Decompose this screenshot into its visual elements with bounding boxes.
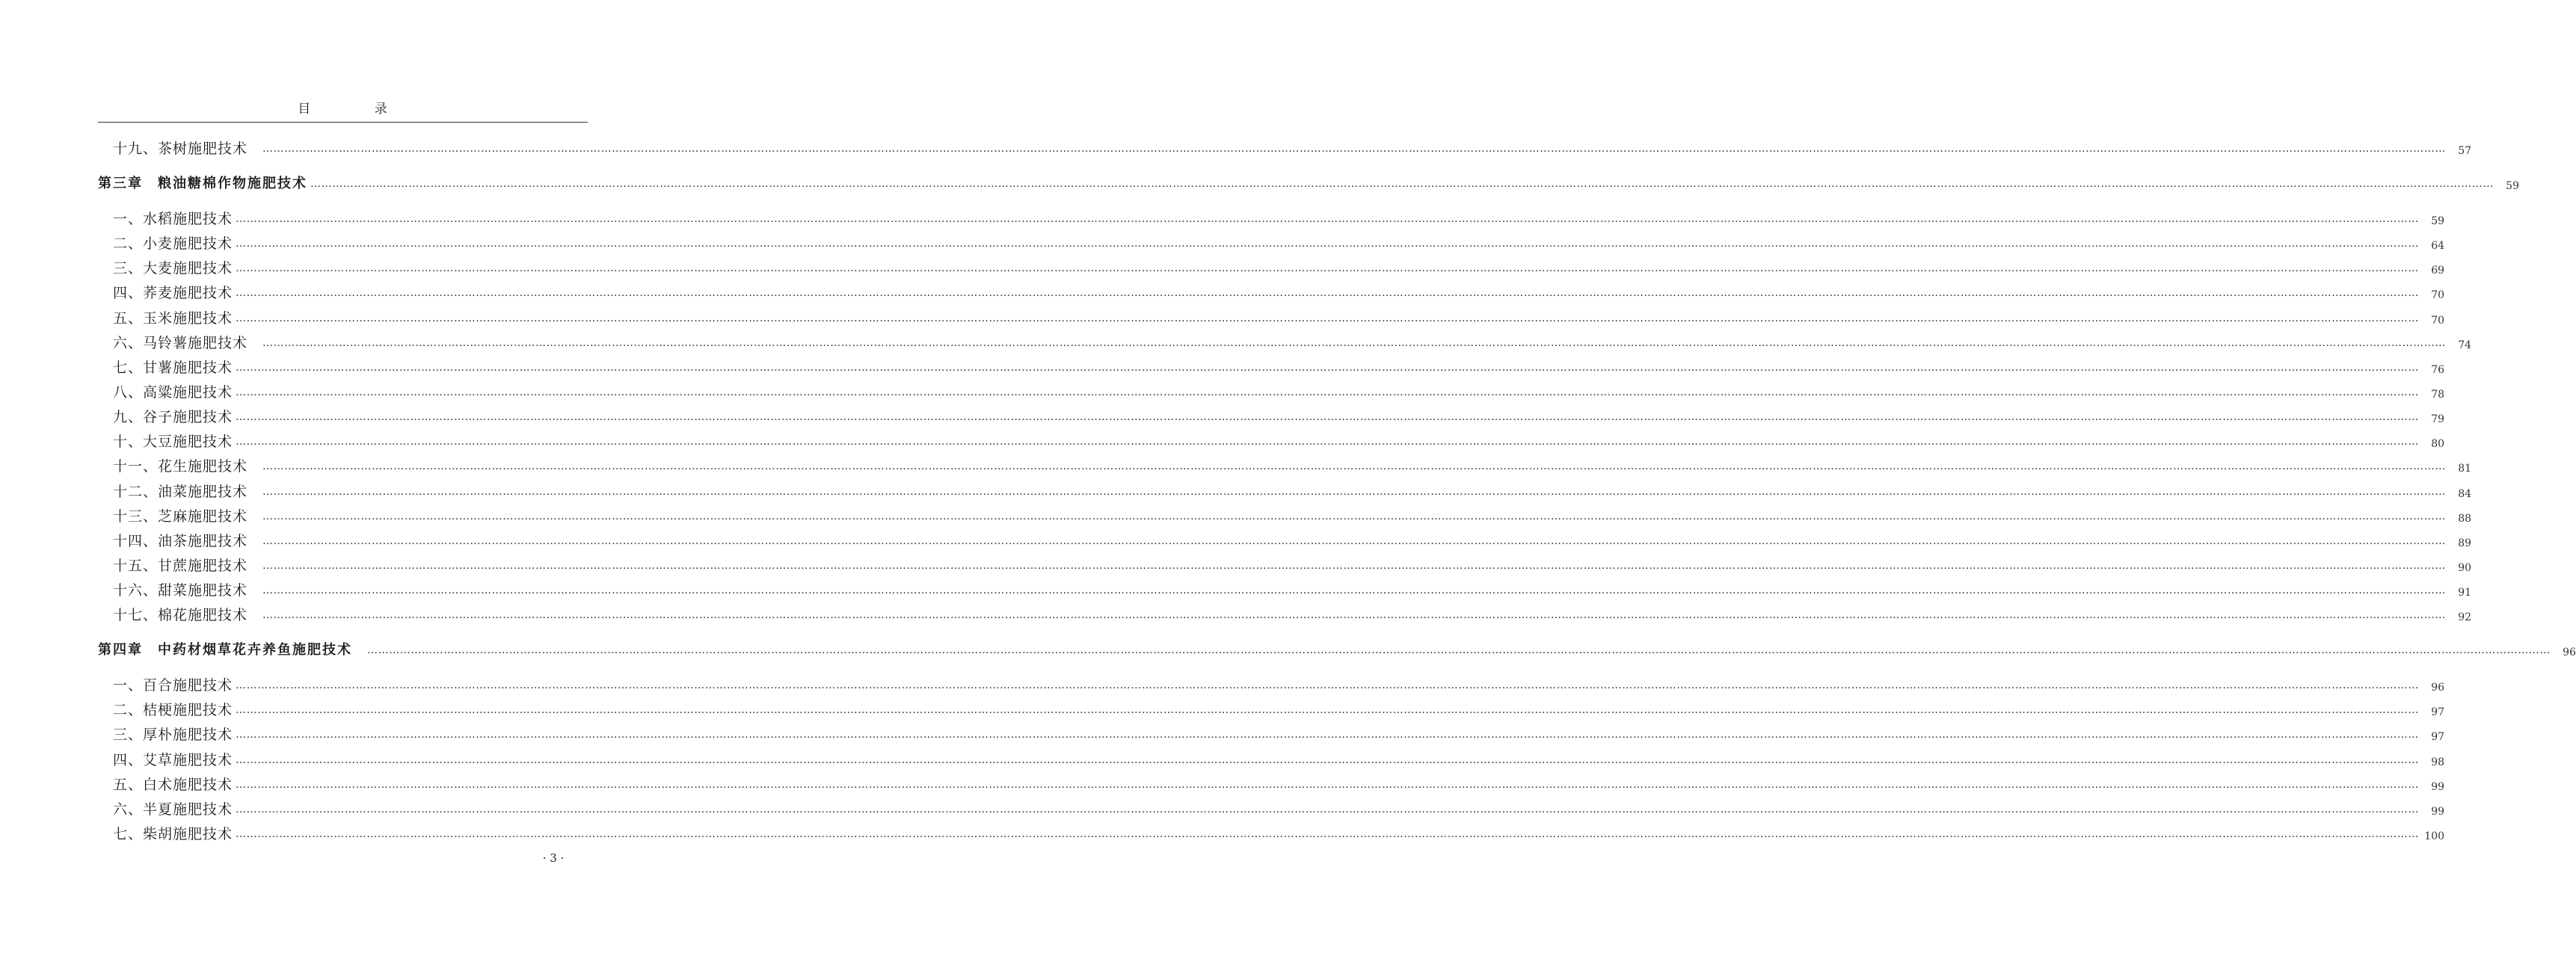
toc-entry[interactable]	[98, 775, 2445, 795]
dot-leader: ……………………………………………………………………………………………………………………………………………………………………………………………………………………………………………………………………………………………………………………………………………………………………………………………………………………………………………………………………………………………………………………………………………………	[262, 460, 2447, 472]
dot-leader: ……………………………………………………………………………………………………………………………………………………………………………………………………………………………………………………………………………………………………………………………………………………………………………………………………………………………………………………………………………………………………………………………………………………	[236, 287, 2420, 299]
entry-page-number: 84	[2458, 488, 2472, 500]
entry-page-number: 88	[2458, 513, 2472, 525]
dot-leader: ……………………………………………………………………………………………………………………………………………………………………………………………………………………………………………………………………………………………………………………………………………………………………………………………………………………………………………………………………………………………………………………………………………………	[236, 238, 2420, 250]
entry-title: 六、半夏施肥技术	[113, 801, 233, 818]
toc-entry[interactable]	[98, 407, 2445, 427]
dot-leader: ……………………………………………………………………………………………………………………………………………………………………………………………………………………………………………………………………………………………………………………………………………………………………………………………………………………………………………………………………………………………………………………………………………………	[236, 386, 2420, 398]
toc-entry[interactable]	[98, 750, 2445, 770]
entry-page-number: 100	[2424, 830, 2445, 842]
entry-page-number: 89	[2458, 537, 2472, 549]
entry-page-number: 91	[2458, 587, 2472, 599]
entry-page-number: 69	[2431, 265, 2445, 277]
dot-leader: ……………………………………………………………………………………………………………………………………………………………………………………………………………………………………………………………………………………………………………………………………………………………………………………………………………………………………………………………………………………………………………………………………………………	[262, 511, 2447, 522]
dot-leader: ……………………………………………………………………………………………………………………………………………………………………………………………………………………………………………………………………………………………………………………………………………………………………………………………………………………………………………………………………………………………………………………………………………………	[262, 535, 2447, 547]
toc-entry[interactable]	[98, 824, 2445, 844]
entry-page-number: 76	[2431, 364, 2445, 376]
dot-leader: ……………………………………………………………………………………………………………………………………………………………………………………………………………………………………………………………………………………………………………………………………………………………………………………………………………………………………………………………………………………………………………………………………………………	[236, 679, 2420, 691]
toc-entry[interactable]	[98, 234, 2445, 253]
entry-title: 二、小麦施肥技术	[113, 235, 233, 252]
entry-title: 五、白术施肥技术	[113, 777, 233, 793]
toc-entry[interactable]	[98, 383, 2445, 402]
entry-page-number: 99	[2431, 806, 2445, 818]
entry-title: 一、水稻施肥技术	[113, 211, 233, 227]
toc-entry[interactable]	[98, 531, 2472, 551]
dot-leader: ……………………………………………………………………………………………………………………………………………………………………………………………………………………………………………………………………………………………………………………………………………………………………………………………………………………………………………………………………………………………………………………………………………………	[236, 828, 2420, 840]
entry-title: 三、厚朴施肥技术	[113, 727, 233, 743]
entry-page-number: 97	[2431, 731, 2445, 743]
toc-entry[interactable]	[98, 676, 2445, 695]
entry-title: 四、艾草施肥技术	[113, 752, 233, 768]
toc-entry[interactable]	[98, 309, 2445, 328]
dot-leader: ……………………………………………………………………………………………………………………………………………………………………………………………………………………………………………………………………………………………………………………………………………………………………………………………………………………………………………………………………………………………………………………………………………………	[262, 486, 2447, 498]
entry-page-number: 59	[2431, 215, 2445, 227]
entry-title: 十二、油菜施肥技术	[113, 484, 248, 500]
dot-leader: ……………………………………………………………………………………………………………………………………………………………………………………………………………………………………………………………………………………………………………………………………………………………………………………………………………………………………………………………………………………………………………………………………………………	[236, 729, 2420, 741]
dot-leader: ……………………………………………………………………………………………………………………………………………………………………………………………………………………………………………………………………………………………………………………………………………………………………………………………………………………………………………………………………………………………………………………………………………………	[236, 362, 2420, 374]
entry-page-number: 74	[2458, 339, 2472, 351]
toc-entry[interactable]	[98, 556, 2472, 576]
entry-page-number: 80	[2431, 438, 2445, 450]
dot-leader: ……………………………………………………………………………………………………………………………………………………………………………………………………………………………………………………………………………………………………………………………………………………………………………………………………………………………………………………………………………………………………………………………………………………	[236, 411, 2420, 423]
entry-page-number: 90	[2458, 562, 2472, 574]
chapter-title: 第三章 粮油糖棉作物施肥技术	[98, 176, 307, 191]
entry-title: 二、桔梗施肥技术	[113, 702, 233, 718]
toc-entry[interactable]	[98, 139, 2472, 158]
entry-title: 十四、油茶施肥技术	[113, 533, 248, 549]
entry-title: 三、大麦施肥技术	[113, 260, 233, 277]
entry-page-number: 97	[2431, 706, 2445, 718]
dot-leader: ……………………………………………………………………………………………………………………………………………………………………………………………………………………………………………………………………………………………………………………………………………………………………………………………………………………………………………………………………………………………………………………………………………………	[367, 644, 2551, 656]
entry-page-number: 98	[2431, 756, 2445, 768]
page-title: 目 录	[298, 102, 417, 117]
toc-entry[interactable]	[98, 259, 2445, 278]
toc-entry[interactable]	[98, 209, 2445, 229]
entry-title: 七、柴胡施肥技术	[113, 826, 233, 842]
dot-leader: ……………………………………………………………………………………………………………………………………………………………………………………………………………………………………………………………………………………………………………………………………………………………………………………………………………………………………………………………………………………………………………………………………………………	[262, 609, 2447, 621]
entry-page-number: 70	[2431, 315, 2445, 327]
toc-entry[interactable]	[98, 482, 2472, 502]
entry-title: 十六、甜菜施肥技术	[113, 582, 248, 599]
dot-leader: ……………………………………………………………………………………………………………………………………………………………………………………………………………………………………………………………………………………………………………………………………………………………………………………………………………………………………………………………………………………………………………………………………………………	[236, 213, 2420, 225]
toc-entry[interactable]	[98, 333, 2472, 353]
toc-entry[interactable]	[98, 725, 2445, 744]
page-number: · 3 ·	[542, 851, 565, 865]
entry-title: 十、大豆施肥技术	[113, 434, 233, 450]
toc-entry[interactable]	[98, 581, 2472, 600]
entry-title: 一、百合施肥技术	[113, 677, 233, 694]
entry-title: 十三、芝麻施肥技术	[113, 508, 248, 525]
dot-leader: ……………………………………………………………………………………………………………………………………………………………………………………………………………………………………………………………………………………………………………………………………………………………………………………………………………………………………………………………………………………………………………………………………………………	[262, 585, 2447, 596]
entry-title: 十一、花生施肥技术	[113, 458, 248, 475]
entry-title: 八、高粱施肥技术	[113, 384, 233, 401]
entry-page-number: 59	[2506, 180, 2519, 192]
dot-leader: ……………………………………………………………………………………………………………………………………………………………………………………………………………………………………………………………………………………………………………………………………………………………………………………………………………………………………………………………………………………………………………………………………………………	[236, 262, 2420, 274]
entry-title: 四、荞麦施肥技术	[113, 285, 233, 301]
toc-entry[interactable]	[98, 700, 2445, 720]
chapter-title: 第四章 中药材烟草花卉养鱼施肥技术	[98, 642, 352, 658]
entry-title: 七、甘薯施肥技术	[113, 360, 233, 376]
entry-title: 十五、甘蔗施肥技术	[113, 558, 248, 574]
dot-leader: ……………………………………………………………………………………………………………………………………………………………………………………………………………………………………………………………………………………………………………………………………………………………………………………………………………………………………………………………………………………………………………………………………………………	[262, 337, 2447, 349]
toc-entry[interactable]	[98, 283, 2445, 303]
dot-leader: ……………………………………………………………………………………………………………………………………………………………………………………………………………………………………………………………………………………………………………………………………………………………………………………………………………………………………………………………………………………………………………………………………………………	[236, 704, 2420, 716]
entry-title: 十七、棉花施肥技术	[113, 607, 248, 623]
entry-page-number: 78	[2431, 389, 2445, 401]
toc-chapter-entry[interactable]	[98, 174, 2519, 194]
toc-entry[interactable]	[98, 457, 2472, 476]
entry-title: 十九、茶树施肥技术	[113, 141, 248, 157]
toc-entry[interactable]	[98, 358, 2445, 377]
entry-page-number: 79	[2431, 413, 2445, 425]
dot-leader: ……………………………………………………………………………………………………………………………………………………………………………………………………………………………………………………………………………………………………………………………………………………………………………………………………………………………………………………………………………………………………………………………………………………	[262, 143, 2447, 155]
entry-title: 六、马铃薯施肥技术	[113, 335, 248, 351]
header-divider	[98, 122, 588, 123]
dot-leader: ……………………………………………………………………………………………………………………………………………………………………………………………………………………………………………………………………………………………………………………………………………………………………………………………………………………………………………………………………………………………………………………………………………………	[236, 754, 2420, 766]
entry-page-number: 99	[2431, 781, 2445, 793]
dot-leader: ……………………………………………………………………………………………………………………………………………………………………………………………………………………………………………………………………………………………………………………………………………………………………………………………………………………………………………………………………………………………………………………………………………………	[310, 178, 2494, 190]
dot-leader: ……………………………………………………………………………………………………………………………………………………………………………………………………………………………………………………………………………………………………………………………………………………………………………………………………………………………………………………………………………………………………………………………………………………	[236, 779, 2420, 791]
entry-title: 五、玉米施肥技术	[113, 310, 233, 327]
entry-title: 九、谷子施肥技术	[113, 409, 233, 425]
toc-entry[interactable]	[98, 432, 2445, 451]
dot-leader: ……………………………………………………………………………………………………………………………………………………………………………………………………………………………………………………………………………………………………………………………………………………………………………………………………………………………………………………………………………………………………………………………………………………	[262, 560, 2447, 572]
entry-page-number: 64	[2431, 240, 2445, 252]
entry-page-number: 57	[2458, 145, 2472, 157]
dot-leader: ……………………………………………………………………………………………………………………………………………………………………………………………………………………………………………………………………………………………………………………………………………………………………………………………………………………………………………………………………………………………………………………………………………………	[236, 436, 2420, 448]
entry-page-number: 96	[2431, 682, 2445, 694]
entry-page-number: 70	[2431, 289, 2445, 301]
dot-leader: ……………………………………………………………………………………………………………………………………………………………………………………………………………………………………………………………………………………………………………………………………………………………………………………………………………………………………………………………………………………………………………………………………………………	[236, 804, 2420, 815]
toc-entry[interactable]	[98, 507, 2472, 526]
toc-entry[interactable]	[98, 800, 2445, 819]
entry-page-number: 96	[2563, 647, 2576, 659]
entry-page-number: 92	[2458, 611, 2472, 623]
dot-leader: ……………………………………………………………………………………………………………………………………………………………………………………………………………………………………………………………………………………………………………………………………………………………………………………………………………………………………………………………………………………………………………………………………………………	[236, 312, 2420, 324]
toc-entry[interactable]	[98, 605, 2472, 625]
entry-page-number: 81	[2458, 463, 2472, 475]
toc-chapter-entry[interactable]	[98, 641, 2576, 660]
